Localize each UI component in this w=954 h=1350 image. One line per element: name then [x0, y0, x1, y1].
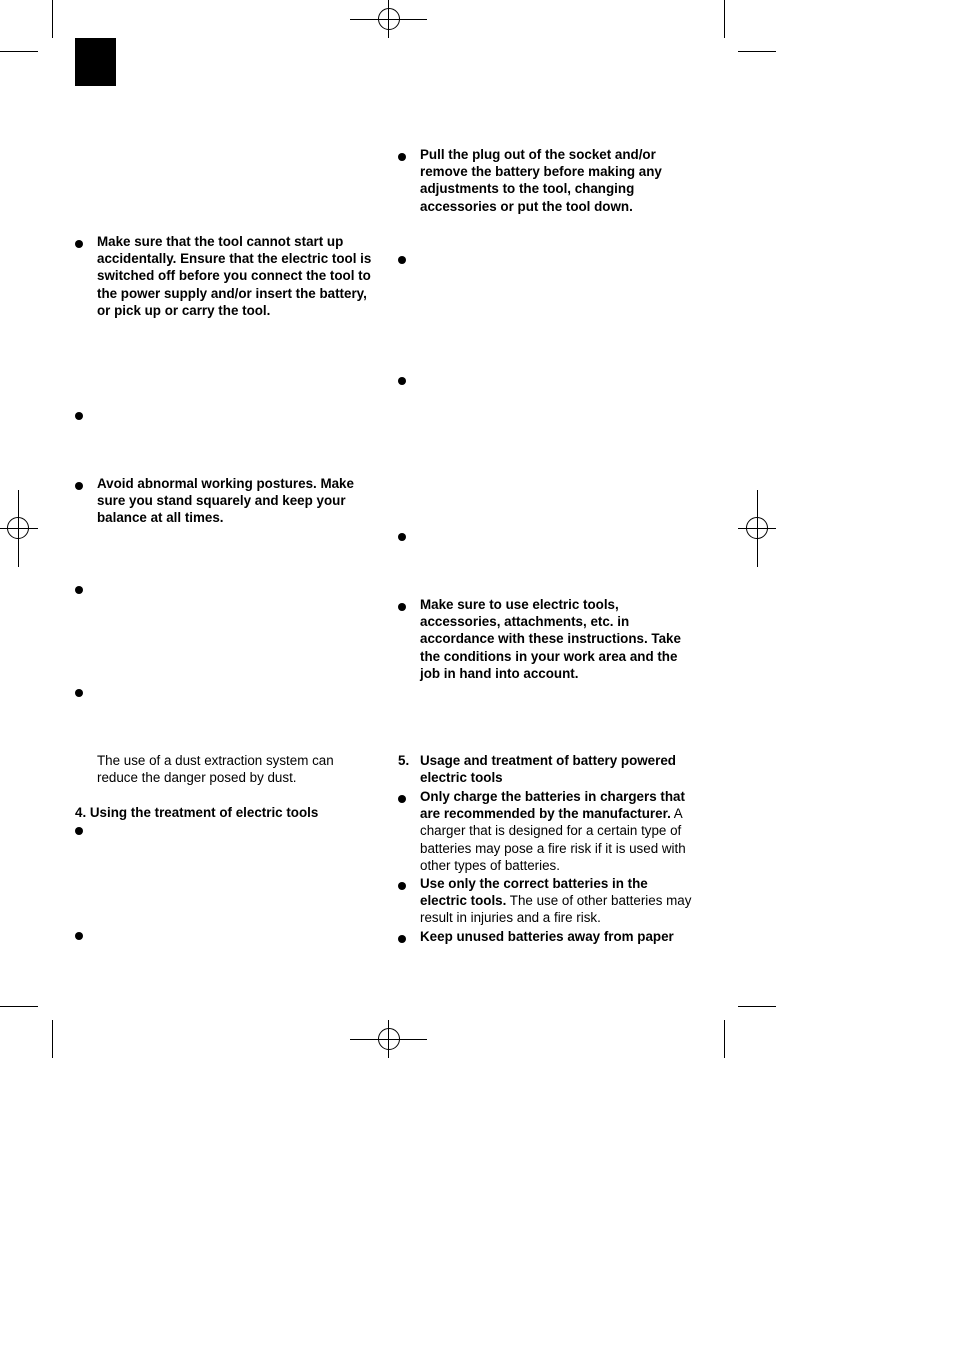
item-batteries-bold: Use only the correct batteries in the electric tools.	[420, 876, 648, 909]
registration-circle-icon	[7, 517, 29, 539]
crop-mark	[724, 1020, 725, 1058]
crop-mark	[738, 1006, 776, 1007]
registration-circle-icon	[378, 1028, 400, 1050]
bullet-icon	[398, 603, 406, 611]
crop-mark	[0, 51, 38, 52]
bullet-icon	[398, 882, 406, 890]
crop-mark	[52, 1020, 53, 1058]
item-posture: Avoid abnormal working postures. Make sure you stand squarely and keep your balance at all times.	[97, 476, 354, 526]
bullet-icon	[75, 586, 83, 594]
bullet-icon	[75, 482, 83, 490]
language-tab-block	[75, 38, 116, 86]
item-charge-text: A charger that is designed for a certain type of batteries may pose a fire risk if it is used with other types of batteries.	[420, 806, 686, 873]
item-keep-away: Keep unused batteries away from paper	[420, 929, 674, 944]
item-batteries	[420, 875, 695, 927]
crop-mark	[52, 0, 53, 38]
bullet-icon	[75, 827, 83, 835]
item-charge-bold: Only charge the batteries in chargers that are recommended by the manufacturer.	[420, 789, 685, 822]
section-4-heading: 4. Using the treatment of electric tools	[75, 805, 319, 820]
bullet-icon	[75, 412, 83, 420]
bullet-icon	[75, 932, 83, 940]
bullet-icon	[398, 377, 406, 385]
item-tool-start: Make sure that the tool cannot start up accidentally. Ensure that the electric tool is switched off before you connect the tool to the power supply and/or insert the battery, or pick up or carry the tool.	[97, 234, 372, 318]
bullet-icon	[398, 256, 406, 264]
section-5-heading: Usage and treatment of battery powered electric tools	[420, 753, 676, 786]
item-charge	[420, 788, 705, 874]
registration-circle-icon	[378, 8, 400, 30]
bullet-icon	[398, 533, 406, 541]
section-5-number: 5.	[398, 753, 410, 768]
dust-note: The use of a dust extraction system can reduce the danger posed by dust.	[97, 753, 334, 786]
crop-mark	[724, 0, 725, 38]
bullet-icon	[75, 689, 83, 697]
item-unplug: Pull the plug out of the socket and/or remove the battery before making any adjustments to the tool, changing accessories or put the tool down.	[420, 147, 662, 214]
bullet-icon	[75, 240, 83, 248]
bullet-icon	[398, 153, 406, 161]
crop-mark	[738, 51, 776, 52]
bullet-icon	[398, 795, 406, 803]
registration-circle-icon	[746, 517, 768, 539]
bullet-icon	[398, 935, 406, 943]
crop-mark	[0, 1006, 38, 1007]
item-use-instructions: Make sure to use electric tools, accessories, attachments, etc. in accordance with these instructions. Take the conditions in your work area and the job in hand into account.	[420, 597, 681, 681]
item-batteries-text: The use of other batteries may result in injuries and a fire risk.	[420, 893, 692, 926]
